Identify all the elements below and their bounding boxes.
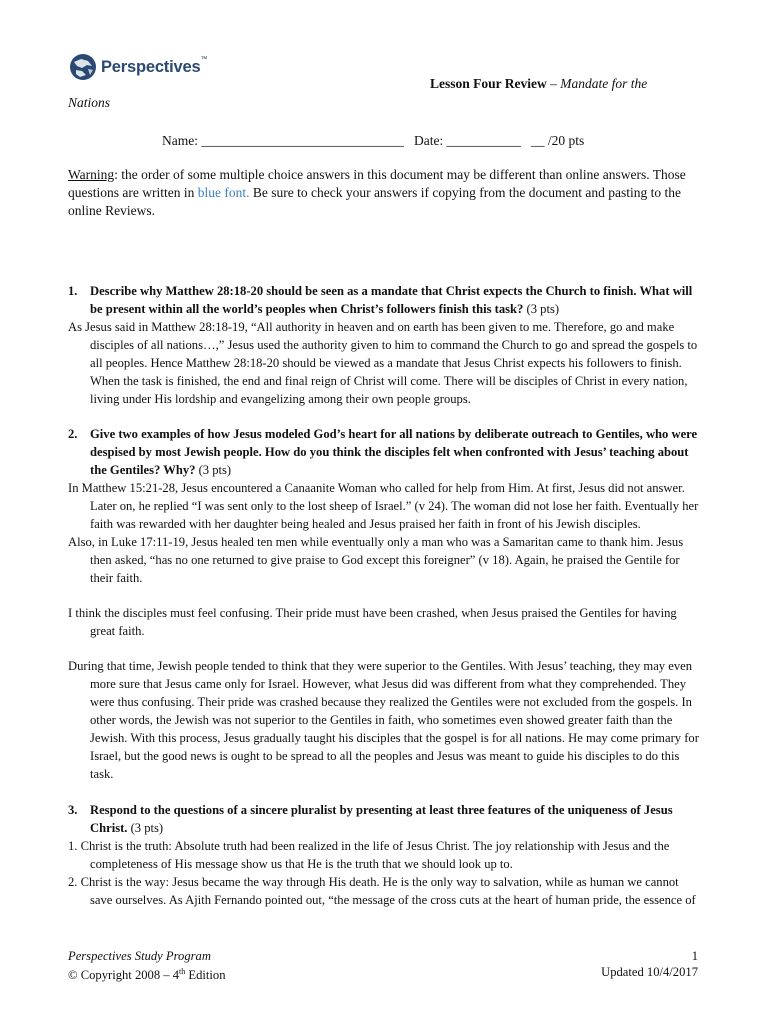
blue-font-text: blue font. (197, 185, 250, 200)
name-blank: ______________________________ (201, 133, 404, 148)
question-3-prompt: 3. Respond to the questions of a sincere pluralist by presenting at least three features of the uniqueness of Jesus Christ. (3 pts) (68, 803, 673, 835)
name-label: Name: (162, 133, 198, 148)
logo-text: Perspectives™ (101, 55, 208, 76)
question-1-prompt: 1. Describe why Matthew 28:18-20 should be seen as a mandate that Christ expects the Church to finish. What will be present within all the world’s peoples when Christ’s followers finish this task? (3 pts) (68, 284, 693, 316)
question-3 (68, 801, 700, 909)
footer-left (68, 948, 226, 983)
score-blank: __ (531, 133, 545, 148)
warning-note: Warning: the order of some multiple choice answers in this document may be different than online answers. Those questions are written in blue font. Be sure to check your answers if copying from the document and pasting to the online Reviews. (68, 167, 686, 218)
perspectives-logo (68, 52, 207, 82)
date-label: Date: (414, 133, 444, 148)
footer-program: Perspectives Study Program (68, 949, 211, 963)
page-title: Lesson Four Review – Mandate for the (430, 76, 648, 91)
answer-3-point-2: 2. Christ is the way: Jesus became the way through His death. He is the only way to salvation, while as human we cannot save ourselves. As Ajith Fernando pointed out, “the message of the cross cuts at the heart of human pride, the essence of (68, 875, 696, 907)
question-2 (68, 425, 700, 783)
answer-2-paragraph-4: During that time, Jewish people tended to think that they were superior to the Gentiles. With Jesus’ teaching, they may even more sure that Jesus came only for Israel. However, what Jesus did was different from what they comprehended. They were thus confusing. Their pride was crashed because they realized the Gentiles were not excluded from the gospels. In other words, the Jewish was not superior to the Gentiles in faith, who sometimes even showed greater faith than the Jewish. With this process, Jesus gradually taught his disciples that the gospel is for all nations. He may come primary for Israel, but the good news is ought to be spread to all the peoples and Jesus was meant to guide his disciples to do this task. (68, 659, 699, 781)
page-title-continued: Nations (68, 95, 111, 110)
answer-3-point-1: 1. Christ is the truth: Absolute truth had been realized in the life of Jesus Christ. The joy relationship with Jesus and the completeness of His message show us that He is the truth that we should look up to. (68, 839, 670, 871)
question-2-prompt: 2. Give two examples of how Jesus modeled God’s heart for all nations by deliberate outreach to Gentiles, who were despised by most Jewish people. How do you think the disciples felt when confronted with Jesus’ teaching about the Gentiles? Why? (3 pts) (68, 427, 698, 477)
score-total: /20 pts (547, 133, 585, 148)
question-1 (68, 282, 700, 408)
footer-right (601, 948, 698, 980)
answer-2-paragraph-1: In Matthew 15:21-28, Jesus encountered a Canaanite Woman who called for help from Him. At first, Jesus did not answer. Later on, he replied “I was sent only to the lost sheep of Israel.” (v 24). The woman did not lose her faith. Eventually her faith was rewarded with her daughter being healed and Jesus praised her faith in front of his Jewish disciples. (68, 481, 699, 531)
warning-label: Warning (68, 167, 115, 182)
answer-2-paragraph-3: I think the disciples must feel confusing. Their pride must have been crashed, when Jesus praised the Gentiles for having great faith. (68, 606, 677, 638)
page-number: 1 (691, 949, 698, 963)
answer-1: As Jesus said in Matthew 28:18-19, “All authority in heaven and on earth has been given to me. Therefore, go and make disciples of all nations…,” Jesus used the authority given to him to command the Church to go and spread the gospels to all peoples. Hence Matthew 28:18-20 should be viewed as a mandate that Jesus Christ expects his followers to finish. When the task is finished, the end and final reign of Christ will come. There will be disciples of Christ in every nation, living under His lordship and evangelizing among their own people groups. (68, 320, 698, 406)
answer-2-paragraph-2: Also, in Luke 17:11-19, Jesus healed ten men while eventually only a man who was a Samaritan came to thank him. Jesus then asked, “has no one returned to give praise to God except this foreigner” (v 18). Again, he praised the Gentile for their faith. (68, 535, 684, 585)
date-blank: ___________ (446, 133, 521, 148)
name-date-score-row (162, 133, 584, 149)
globe-logo-icon (68, 52, 98, 82)
footer-copyright: © Copyright 2008 – 4th Edition (68, 967, 226, 983)
updated-date: Updated 10/4/2017 (601, 965, 698, 979)
